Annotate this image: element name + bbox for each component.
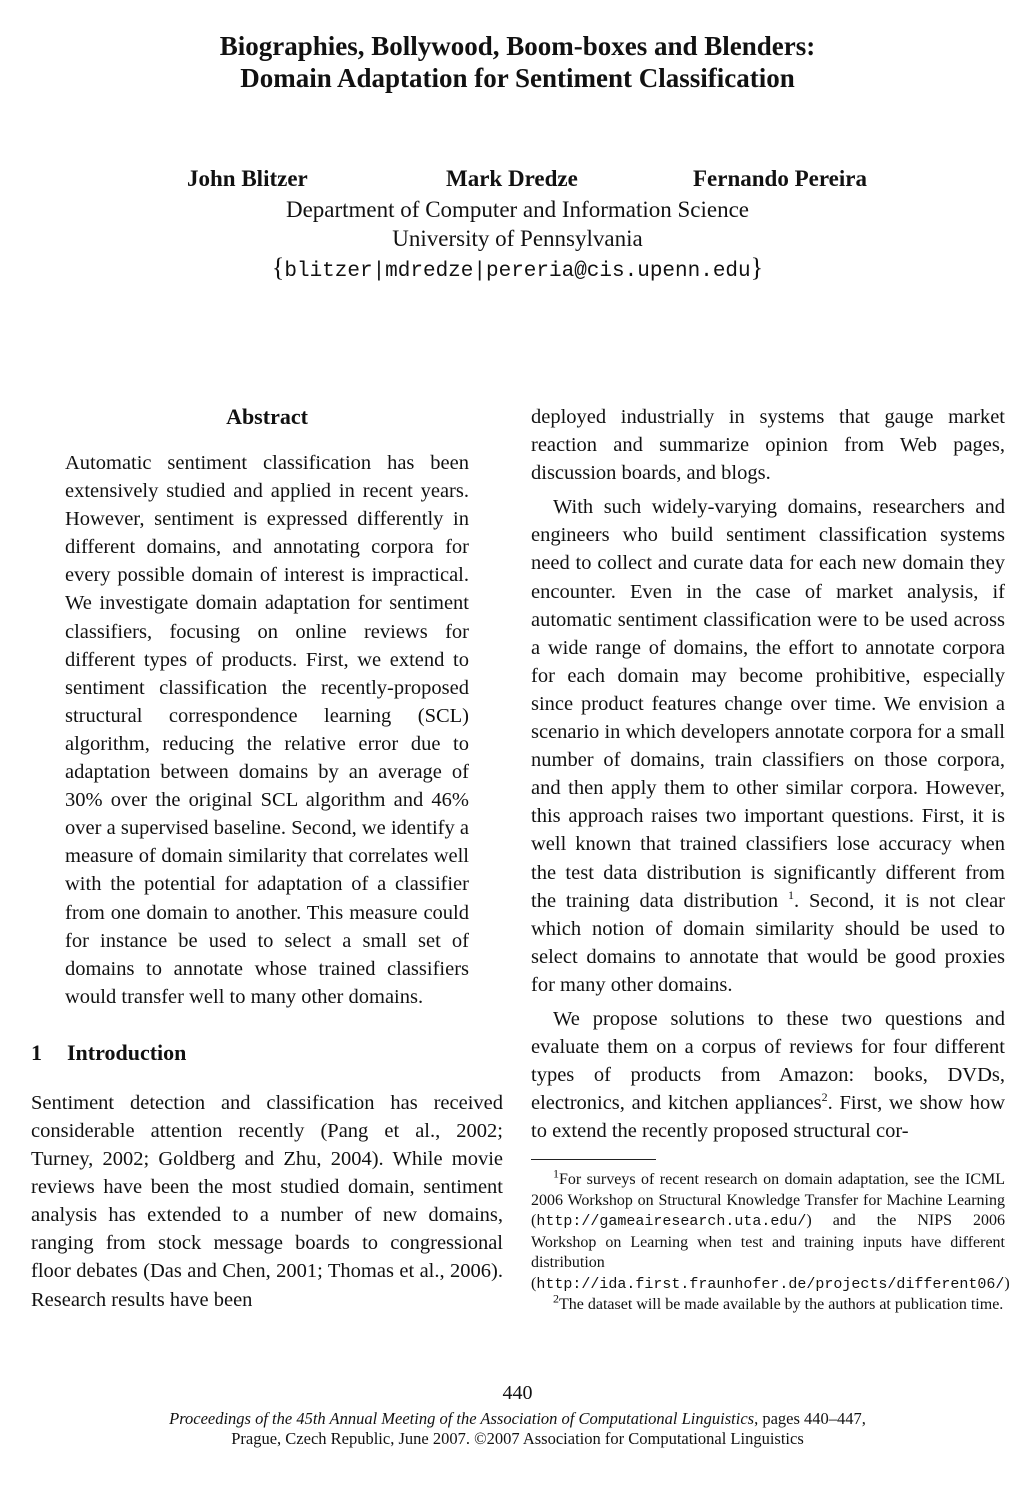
page-number: 440 (502, 1382, 533, 1404)
paragraph-text: We propose solutions to these two questions and evaluate them on a corpus of reviews for four different types of products from Amazon: books, DVDs, electronics, and kitchen appliances (531, 1007, 1005, 1115)
footnote-ref: 2 (821, 1090, 828, 1105)
title-line-1: Biographies, Bollywood, Boom-boxes and Blenders: (219, 31, 816, 61)
affiliation (0, 195, 1035, 286)
abstract-text: Automatic sentiment classification has been extensively studied and applied in recent years. However, sentiment is expressed differently in different domains, and annotating corpora for every possible domain of interest is impractical. We investigate domain adaptation for sentiment classifiers, focusing on online reviews for different types of products. First, we extend to sentiment classification the recently-proposed structural correspondence learning (SCL) algorithm, reducing the relative error due to adaptation between domains by an average of 30% over the original SCL algorithm and 46% over a supervised baseline. Second, we identify a measure of domain similarity that correlates well with the potential for adaptation of a classifier from one domain to another. This measure could for instance be used to select a small set of domains to annotate whose trained classifiers would transfer well to many other domains. (65, 452, 469, 1008)
footnote-text: For surveys of recent research on domain adaptation, see the ICML 2006 Workshop on Structural Knowledge Transfer for Machine Learning ( (531, 1171, 1005, 1230)
abstract-heading: Abstract (226, 404, 308, 429)
section-number: 1 (31, 1039, 42, 1065)
paragraph-text: With such widely-varying domains, researchers and engineers who build sentiment classification systems need to collect and curate data for each new domain they encounter. Even in the case of market analysis, if automatic sentiment classification were to be used across a wide range of domains, the effort to annotate corpora for each domain may become prohibitive, especially since product features change over time. We envision a scenario in which developers annotate corpora for a small number of domains, train classifiers on those corpora, and then apply them to other similar corpora. However, this approach raises two important questions. First, it is well known that trained classifiers lose accuracy when the test data distribution is significantly different from the training data distribution (531, 496, 1005, 912)
author-list (0, 166, 1035, 196)
proceedings-line-2: Prague, Czech Republic, June 2007. ©2007 Association for Computational Linguistics (231, 1429, 804, 1448)
author-name: Fernando Pereira (693, 166, 867, 191)
body-paragraph (531, 493, 1005, 999)
footnote-2 (531, 1292, 1005, 1316)
right-column (531, 403, 1010, 1316)
paragraph-text: . Second, it is not clear which notion of domain similarity should be used to select domains to annotate that would be good proxies for many other domains. (531, 889, 1005, 996)
author-emails: blitzer|mdredze|pereria@cis.upenn.edu (284, 260, 751, 283)
left-column (31, 403, 503, 1314)
body-paragraph: deployed industrially in systems that gauge market reaction and summarize opinion from Web pages, discussion boards, and blogs. (531, 406, 1005, 485)
department: Department of Computer and Information Science (285, 197, 750, 222)
footnote-mark: 1 (553, 1167, 559, 1182)
paragraph-text: . First, we show how to extend the recently proposed structural cor- (531, 1092, 1005, 1143)
proceedings-pages: , pages 440–447, (754, 1409, 866, 1428)
footnote-url[interactable]: http://gameairesearch.uta.edu/ (536, 1213, 807, 1231)
footnote-url[interactable]: http://ida.first.fraunhofer.de/projects/different06/ (536, 1275, 1005, 1293)
body-paragraph (531, 1005, 1005, 1145)
footnote-text: ) and the NIPS 2006 Workshop on Learning when test and training inputs have different distribution ( (531, 1212, 1005, 1292)
author-name: Mark Dredze (446, 166, 578, 191)
footnote-text: The dataset will be made available by the authors at publication time. (559, 1296, 1004, 1314)
footnote-mark: 2 (553, 1292, 559, 1307)
proceedings-line-1 (0, 1409, 1035, 1429)
university: University of Pennsylvania (392, 226, 643, 251)
paper-title (0, 30, 1035, 94)
proceedings-footer (0, 1409, 1035, 1449)
email-open-brace: { (271, 253, 285, 282)
section-heading-introduction (31, 1039, 503, 1067)
title-line-2: Domain Adaptation for Sentiment Classification (240, 63, 795, 93)
author-name: John Blitzer (187, 166, 308, 191)
proceedings-venue: Proceedings of the 45th Annual Meeting of the Association of Computational Linguistics (169, 1409, 755, 1428)
section-title: Introduction (67, 1039, 187, 1065)
email-close-brace: } (750, 253, 764, 282)
footnote-divider (531, 1159, 656, 1160)
intro-paragraph: Sentiment detection and classification has received considerable attention recently (Pang et al., 2002; Turney, 2002; Goldberg and Zhu, 2004). While movie reviews have been the most studied domain, sentiment analysis has extended to a number of new domains, ranging from stock message boards to congressional floor debates (Das and Chen, 2001; Thomas et al., 2006). Research results have been (31, 1091, 503, 1311)
email-line (0, 253, 1035, 286)
footnote-1 (531, 1167, 1010, 1295)
footnote-text: ) (1004, 1274, 1010, 1292)
footnote-ref: 1 (787, 887, 794, 902)
